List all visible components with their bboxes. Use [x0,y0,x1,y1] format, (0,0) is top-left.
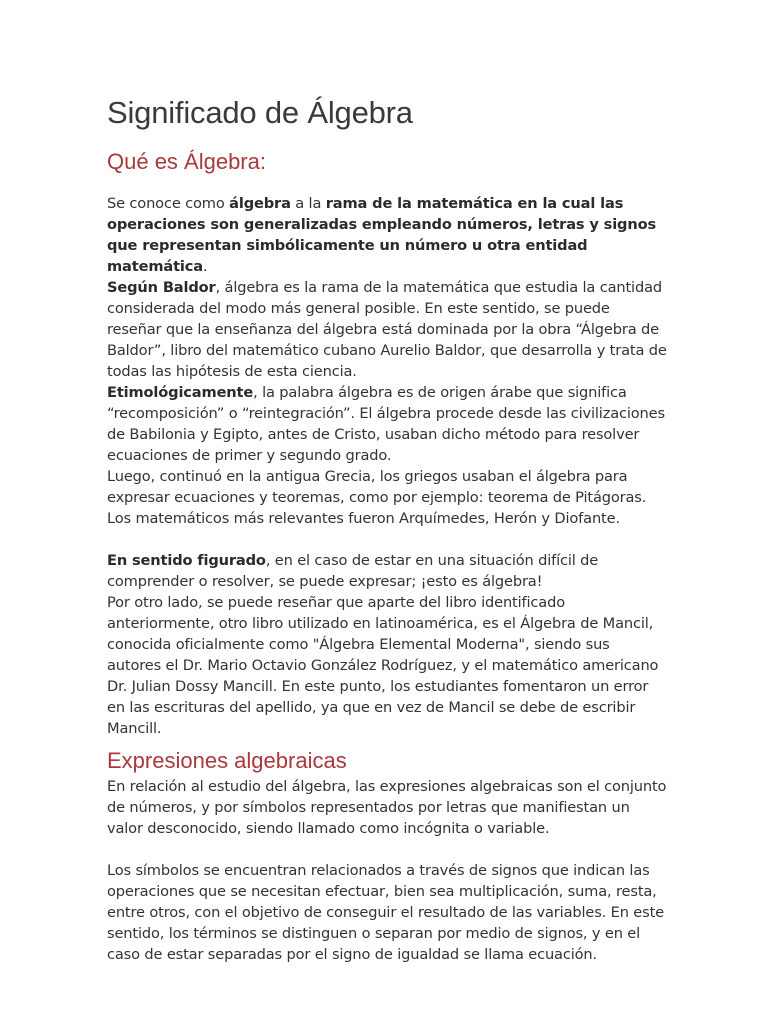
text: , en el caso de estar en una situación difícil de comprender o resolver, se puede expresar; ¡esto es álgebra! [107,552,599,590]
bold-term: Etimológicamente [107,384,254,401]
text: , álgebra es la rama de la matemática que estudia la cantidad considerada del modo más general posible. En este sentido, se puede reseñar que la enseñanza del álgebra está dominada por la obra “Álgebra de Baldor”, libro del matemático cubano Aurelio Baldor, que desarrolla y trata de todas las hipótesis de esta ciencia. [107,279,667,380]
bold-term: álgebra [229,195,291,212]
section-heading-expresiones: Expresiones algebraicas [107,748,347,773]
text: a la [290,195,326,212]
text: . [202,258,208,275]
paragraph-baldor [107,277,667,382]
paragraph-symbols: Los símbolos se encuentran relacionados a través de signos que indican las operaciones que se necesitan efectuar, bien sea multiplicación, suma, resta, entre otros, con el objetivo de conseguir el resultado de las variables. En este sentido, los términos se distinguen o separan por medio de signos, y en el caso de estar separadas por el signo de igualdad se llama ecuación. [107,862,664,963]
text: Se conoce como [107,195,230,212]
paragraph-expressions: En relación al estudio del álgebra, las expresiones algebraicas son el conjunto de números, y por símbolos representados por letras que manifiestan un valor desconocido, siendo llamado como incógnita o variable. [107,778,667,837]
article [107,93,667,965]
section-heading-que-es-algebra: Qué es Álgebra: [107,149,266,174]
bold-term: Según Baldor [107,279,216,296]
paragraph-figurative [107,550,667,592]
paragraph-definition [107,193,667,277]
paragraph-mancil: Por otro lado, se puede reseñar que aparte del libro identificado anteriormente, otro libro utilizado en latinoamérica, es el Álgebra de Mancil, conocida oficialmente como "Álgebra Elemental Moderna", siendo sus autores el Dr. Mario Octavio González Rodríguez, y el matemático americano Dr. Julian Dossy Mancill. En este punto, los estudiantes fomentaron un error en las escrituras del apellido, ya que en vez de Mancil se debe de escribir Mancill. [107,594,659,737]
bold-term: En sentido figurado [107,552,266,569]
paragraph-etymology [107,382,667,466]
page-title: Significado de Álgebra [107,95,413,130]
text: , la palabra álgebra es de origen árabe que significa “recomposición” o “reintegración”. El álgebra procede desde las civilizaciones de Babilonia y Egipto, antes de Cristo, usaban dicho método para resolver ecuaciones de primer y segundo grado. [107,384,665,464]
bold-definition: rama de la matemática en la cual las operaciones son generalizadas empleando números, letras y signos que representan simbólicamente un número u otra entidad matemática [107,195,656,275]
paragraph-greece: Luego, continuó en la antigua Grecia, los griegos usaban el álgebra para expresar ecuaciones y teoremas, como por ejemplo: teorema de Pitágoras. Los matemáticos más relevantes fueron Arquímedes, Herón y Diofante. [107,468,647,527]
